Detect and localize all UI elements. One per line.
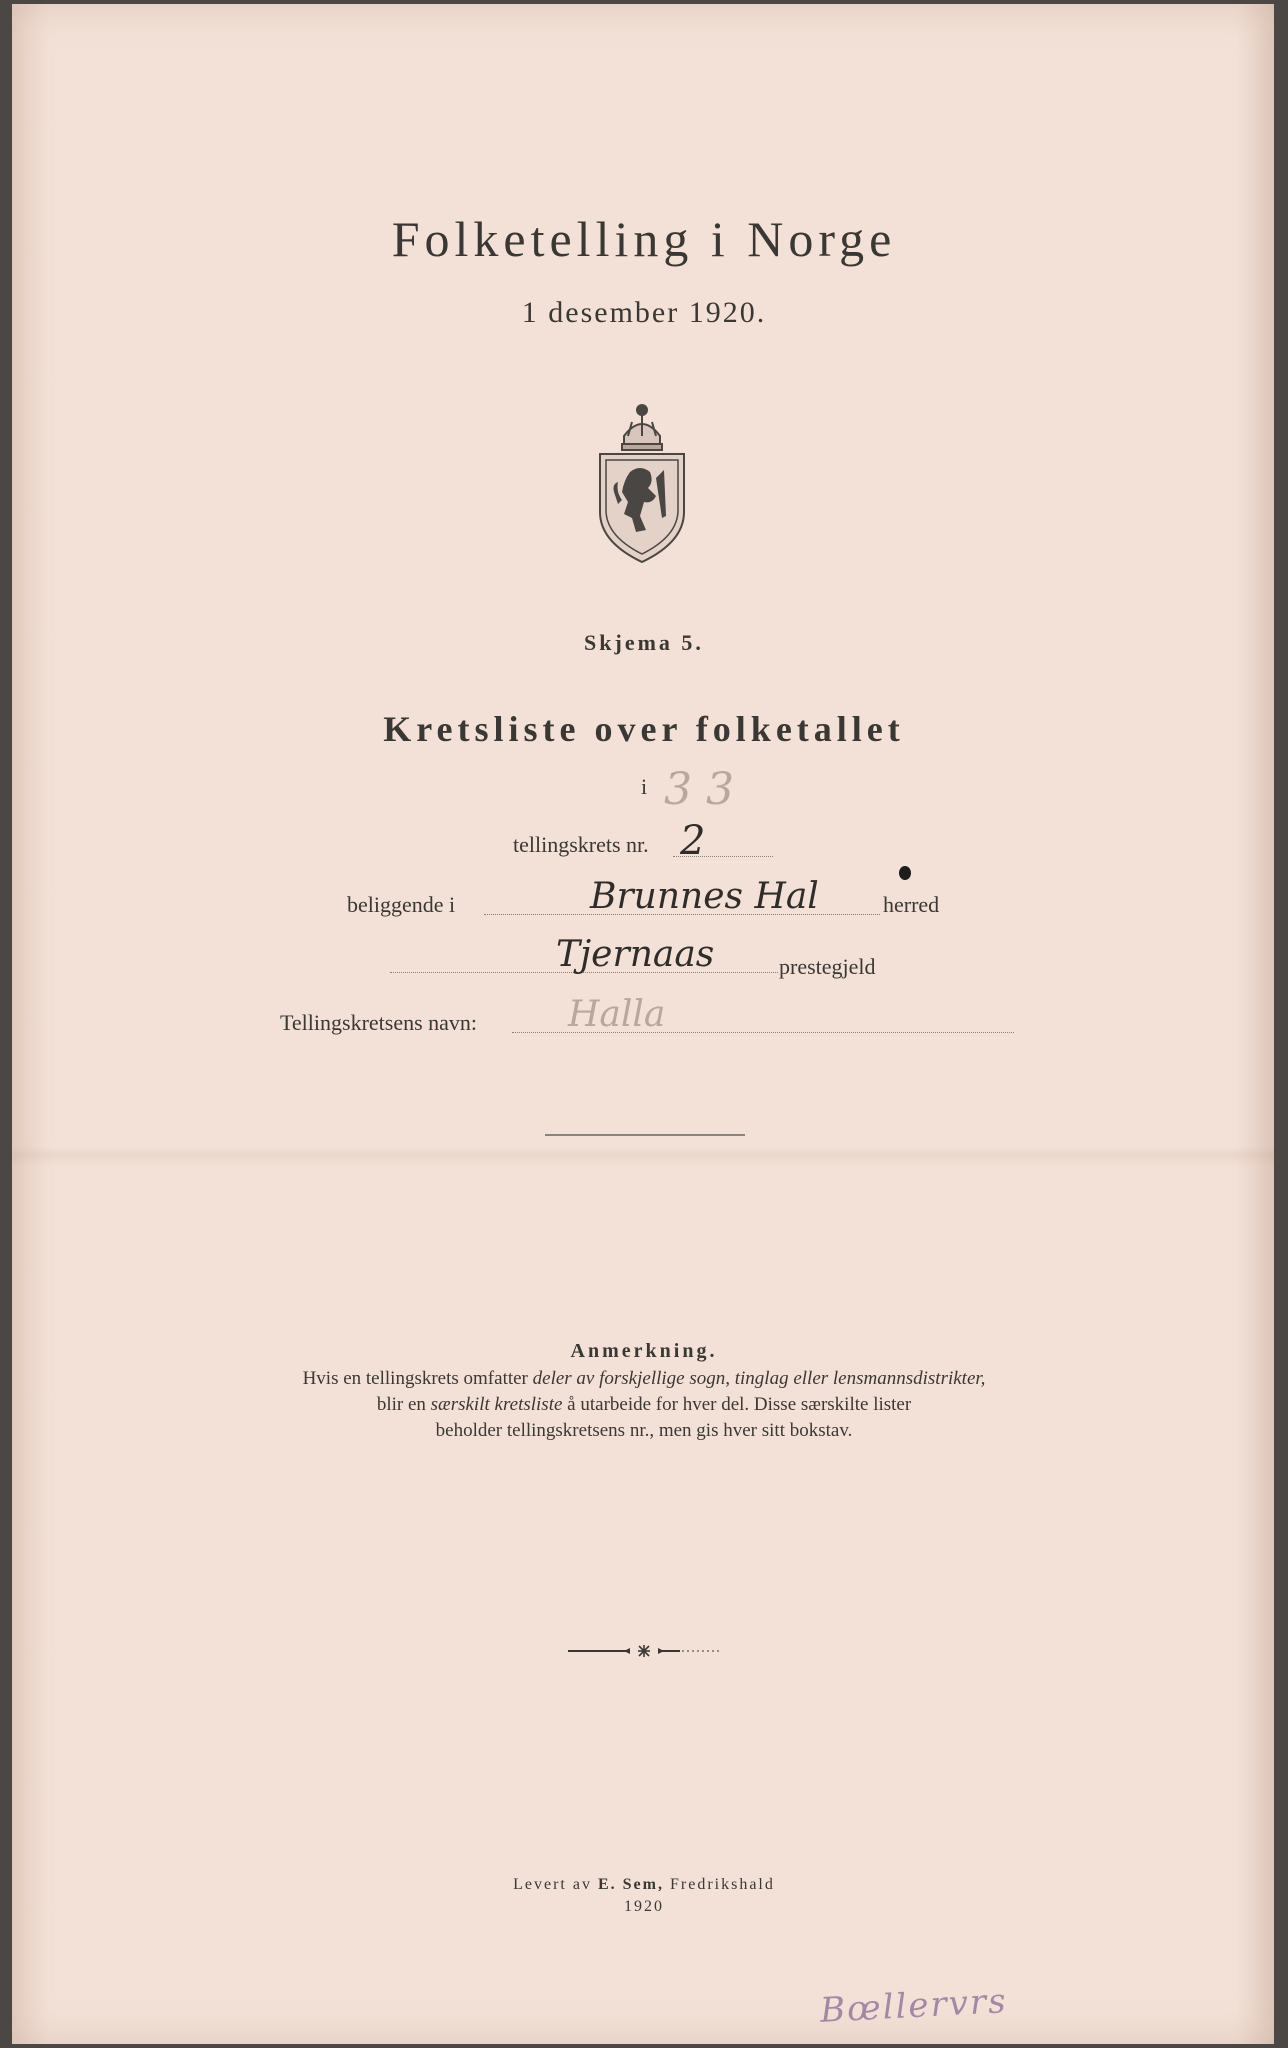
beliggende-label: beliggende i	[347, 892, 456, 917]
tellingskrets-value: 2	[680, 818, 706, 864]
section-divider	[545, 1134, 745, 1136]
form-heading: Kretsliste over folketallet	[383, 709, 905, 749]
ornament-divider-icon	[568, 1644, 720, 1658]
census-date: 1 desember 1920.	[521, 296, 767, 329]
herred-label: herred	[883, 892, 940, 917]
norwegian-coat-of-arms-icon	[594, 392, 690, 564]
printer-credit: Levert av E. Sem, Fredrikshald	[513, 1876, 775, 1893]
tellingskrets-label: tellingskrets nr.	[513, 832, 649, 857]
note-line-1: Hvis en tellingskrets omfatter deler av forskjellige sogn, tinglag eller lensmannsdistrikter,	[302, 1368, 986, 1389]
note-line-3: beholder tellingskretsens nr., men gis hver sitt bokstav.	[435, 1420, 853, 1441]
prestegjeld-label: prestegjeld	[779, 954, 876, 979]
note-line-2: blir en særskilt kretsliste å utarbeide for hver del. Disse særskilte lister	[376, 1394, 912, 1415]
kretsnavn-label: Tellingskretsens navn:	[280, 1010, 478, 1035]
i-label: i	[641, 774, 648, 799]
printer-year: 1920	[624, 1898, 664, 1915]
tellingskrets-pencil-note: 3 3	[664, 764, 734, 815]
schema-number: Skjema 5.	[584, 630, 704, 655]
prestegjeld-value: Tjernaas	[556, 934, 715, 975]
note-heading: Anmerkning.	[570, 1340, 718, 1362]
document-title: Folketelling i Norge	[391, 211, 897, 267]
purple-stamp: Bœllervrs	[819, 1981, 1009, 2031]
kretsnavn-value: Halla	[568, 994, 666, 1035]
herred-value: Brunnes Hal	[590, 876, 819, 917]
ink-dot	[899, 866, 911, 880]
